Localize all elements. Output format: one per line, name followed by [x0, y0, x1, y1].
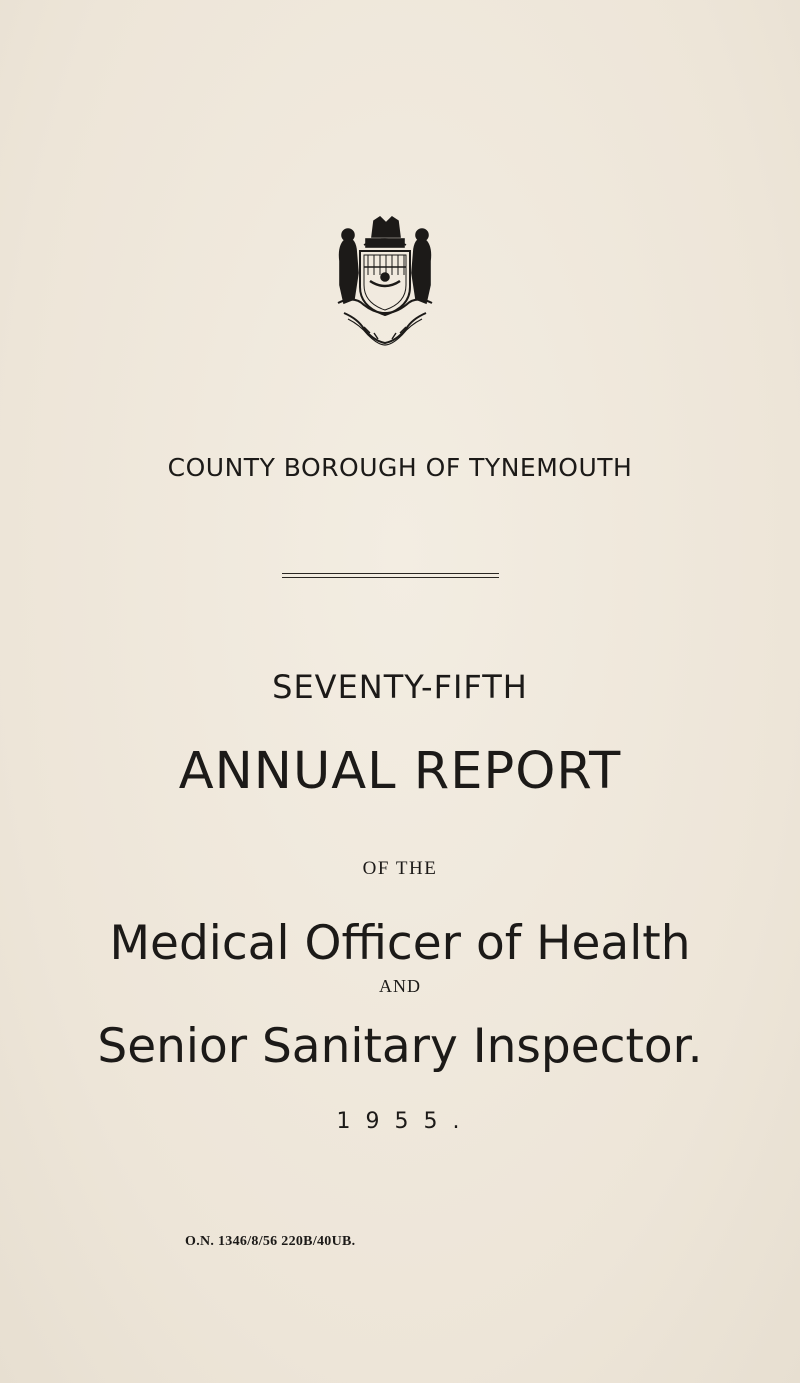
conjunction-label: AND: [379, 976, 421, 996]
divider-rule: [282, 573, 499, 574]
of-the-label: OF THE: [362, 858, 438, 879]
divider-rule: [282, 577, 499, 578]
report-ordinal: SEVENTY-FIFTH: [272, 668, 528, 706]
inspector-title: Senior Sanitary Inspector.: [97, 1019, 703, 1074]
report-title: ANNUAL REPORT: [178, 742, 622, 801]
borough-title: COUNTY BOROUGH OF TYNEMOUTH: [167, 453, 633, 482]
coat-of-arms-icon: [334, 215, 436, 347]
print-code: O.N. 1346/8/56 220B/40UB.: [185, 1234, 356, 1249]
officer-title: Medical Officer of Health: [109, 916, 691, 971]
report-year: 1 9 5 5 .: [336, 1109, 464, 1134]
